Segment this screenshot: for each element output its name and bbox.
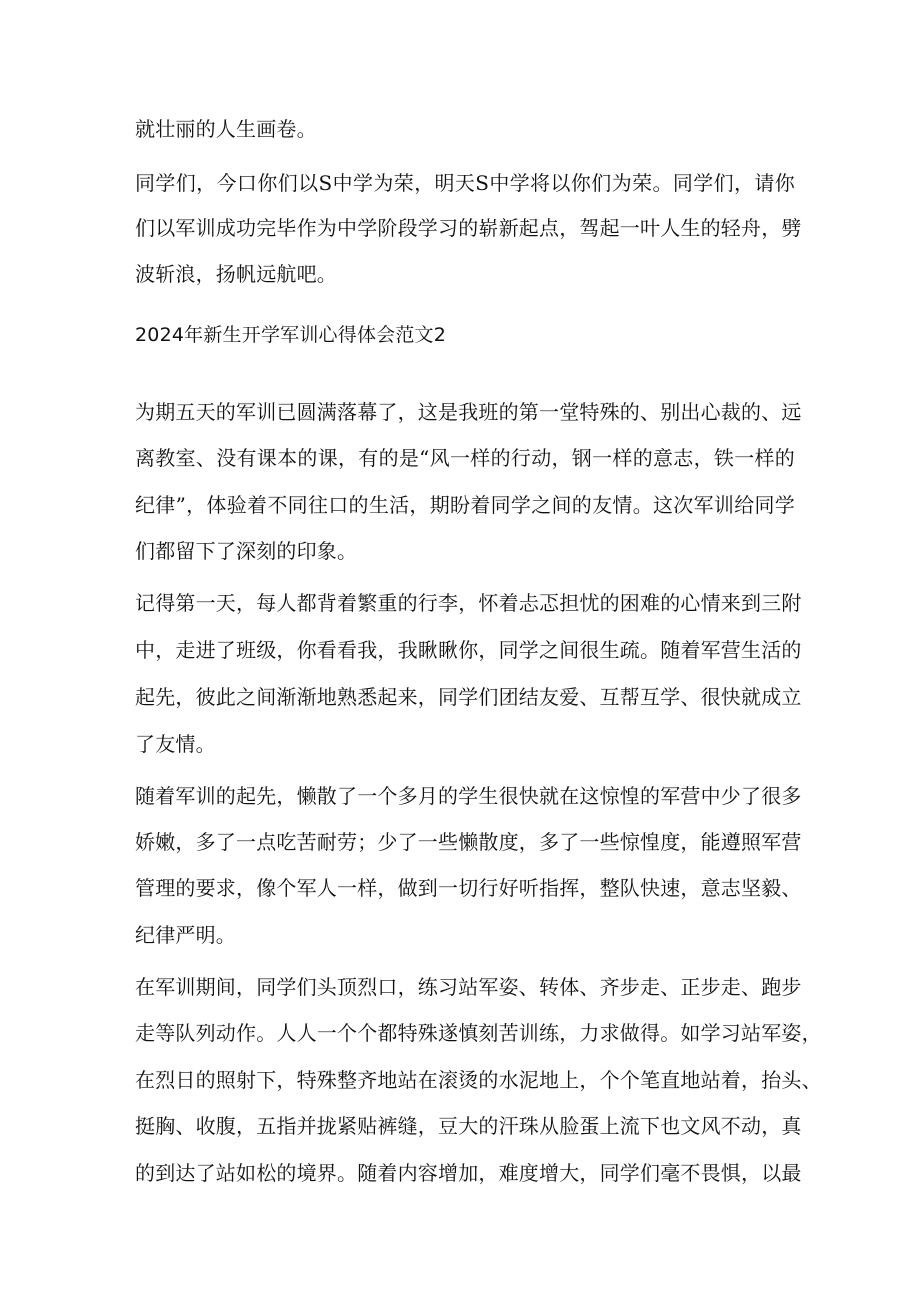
text-line: 在军训期间，同学们头顶烈口，练习站军姿、转体、齐步走、正步走、跑步: [135, 975, 802, 999]
text-line: 们都留下了深刻的印象。: [135, 539, 358, 563]
text-line: 走等队列动作。人人一个个都特殊遂慎刻苦训练，力求做得。如学习站军姿，: [135, 1021, 822, 1045]
text-line: 挺胸、收腹，五指并拢紧贴裤缝，豆大的汗珠从脸蛋上流下也文风不动，真: [135, 1114, 802, 1138]
text-line: 离教室、没有课本的课，有的是“风一样的行动，钢一样的意志，铁一样的: [135, 446, 795, 470]
text-line: 的到达了站如松的境界。随着内容增加，难度增大，同学们毫不畏惧，以最: [135, 1161, 802, 1185]
text-line: 纪律”，体验着不同往口的生活，期盼着同学之间的友情。这次军训给同学: [135, 493, 795, 517]
text-line: 为期五天的军训已圆满落幕了，这是我班的第一堂特殊的、别出心裁的、远: [135, 400, 802, 424]
text-line: 在烈日的照射下，特殊整齐地站在滚烫的水泥地上，个个笔直地站着，抬头、: [135, 1068, 822, 1092]
text-line: 记得第一天，每人都背着繁重的行李，怀着忐忑担忧的困难的心情来到三附: [135, 591, 802, 615]
section-heading: 2024年新生开学军训心得体会范文2: [135, 324, 447, 346]
text-line: 起先，彼此之间渐渐地熟悉起来，同学们团结友爱、互帮互学、很快就成立: [135, 685, 802, 709]
text-line: 就壮丽的人生画卷。: [135, 117, 317, 141]
text-line: 了友情。: [135, 732, 216, 756]
text-line: 纪律严明。: [135, 923, 236, 947]
text-line: 娇嫩，多了一点吃苦耐劳；少了一些懒散度，多了一些惊惶度，能遵照军营: [135, 830, 802, 854]
text-line: 同学们，今口你们以S中学为荣，明天S中学将以你们为荣。同学们，请你: [135, 171, 795, 195]
text-line: 中，走进了班级，你看看我，我瞅瞅你，同学之间很生疏。随着军营生活的: [135, 638, 802, 662]
text-line: 随着军训的起先，懒散了一个多月的学生很快就在这惊惶的军营中少了很多: [135, 784, 802, 808]
text-line: 管理的要求，像个军人一样，做到一切行好听指挥，整队快速，意志坚毅、: [135, 876, 802, 900]
text-line: 们以军训成功完毕作为中学阶段学习的崭新起点，驾起一叶人生的轻舟，劈: [135, 216, 802, 240]
text-line: 波斩浪，扬帆远航吧。: [135, 262, 337, 286]
